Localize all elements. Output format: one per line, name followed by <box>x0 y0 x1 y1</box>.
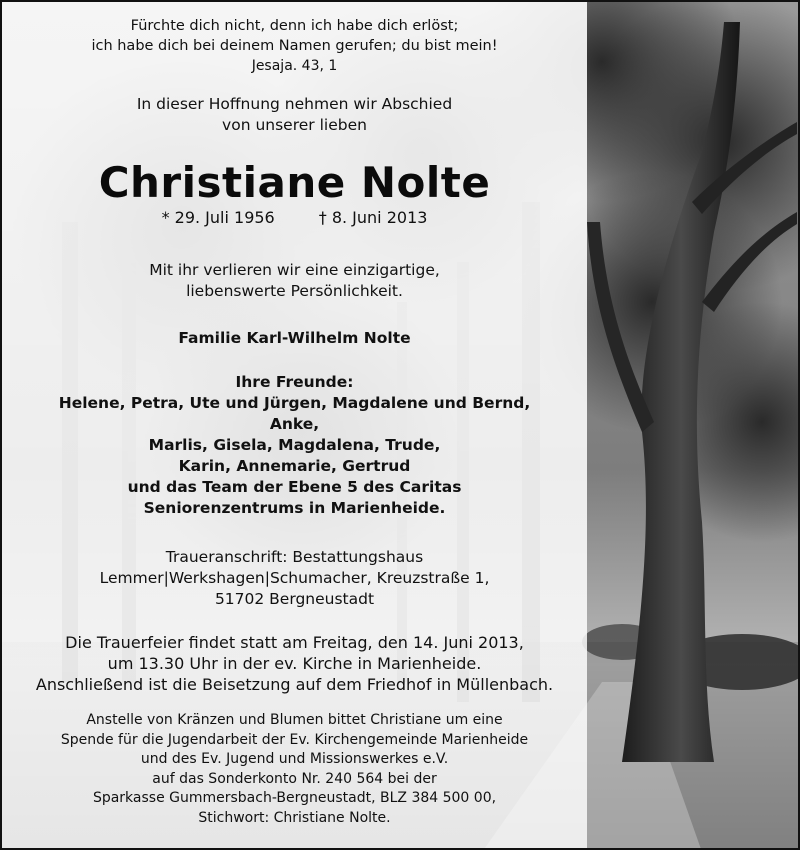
address-line: Traueranschrift: Bestattungshaus <box>165 548 424 566</box>
service-line: Anschließend ist die Beisetzung auf dem Friedhof in Müllenbach. <box>35 675 554 694</box>
death-date: † 8. Juni 2013 <box>318 208 428 227</box>
friends-mourners <box>32 372 557 519</box>
verse-line: ich habe dich bei deinem Namen gerufen; du bist mein! <box>91 38 498 54</box>
donation-line: auf das Sonderkonto Nr. 240 564 bei der <box>152 770 437 787</box>
intro-line: In dieser Hoffnung nehmen wir Abschied <box>136 95 453 113</box>
loss-statement <box>32 260 557 302</box>
birth-date: * 29. Juli 1956 <box>161 208 275 227</box>
address-line: Lemmer|Werkshagen|Schumacher, Kreuzstraße 1, <box>99 569 490 587</box>
donation-line: Anstelle von Kränzen und Blumen bittet Christiane um eine <box>86 712 503 728</box>
friends-line: Seniorenzentrums in Marienheide. <box>143 499 446 517</box>
friends-line: Karin, Annemarie, Gertrud <box>178 457 411 475</box>
funeral-service-info <box>32 632 557 695</box>
mourning-address <box>32 547 557 610</box>
loss-line: liebenswerte Persönlichkeit. <box>186 282 403 300</box>
donation-request <box>32 711 557 828</box>
loss-line: Mit ihr verlieren wir eine einzigartige, <box>149 261 440 279</box>
friends-line: und das Team der Ebene 5 des Caritas <box>127 478 462 496</box>
friends-line: Helene, Petra, Ute und Jürgen, Magdalene und Bernd, Anke, <box>58 394 531 433</box>
verse-reference: Jesaja. 43, 1 <box>251 58 338 74</box>
service-line: um 13.30 Uhr in der ev. Kirche in Marienheide. <box>107 654 482 673</box>
bible-verse <box>32 16 557 76</box>
service-line: Die Trauerfeier findet statt am Freitag, den 14. Juni 2013, <box>65 633 524 652</box>
life-dates <box>32 206 557 230</box>
farewell-intro <box>32 94 557 136</box>
verse-line: Fürchte dich nicht, denn ich habe dich erlöst; <box>130 18 459 34</box>
donation-line: Spende für die Jugendarbeit der Ev. Kirchengemeinde Marienheide <box>60 731 529 748</box>
donation-line: und des Ev. Jugend und Missionswerkes e.V. <box>140 751 449 767</box>
friends-line: Marlis, Gisela, Magdalena, Trude, <box>148 436 441 454</box>
address-line: 51702 Bergneustadt <box>214 590 375 608</box>
donation-line: Sparkasse Gummersbach-Bergneustadt, BLZ 384 500 00, <box>92 790 497 806</box>
donation-line: Stichwort: Christiane Nolte. <box>198 809 391 826</box>
intro-line: von unserer lieben <box>222 116 367 134</box>
friends-heading: Ihre Freunde: <box>235 373 354 391</box>
deceased-name: Christiane Nolte <box>98 158 491 207</box>
obituary-text <box>32 2 557 828</box>
family-mourners: Familie Karl-Wilhelm Nolte <box>178 329 411 347</box>
